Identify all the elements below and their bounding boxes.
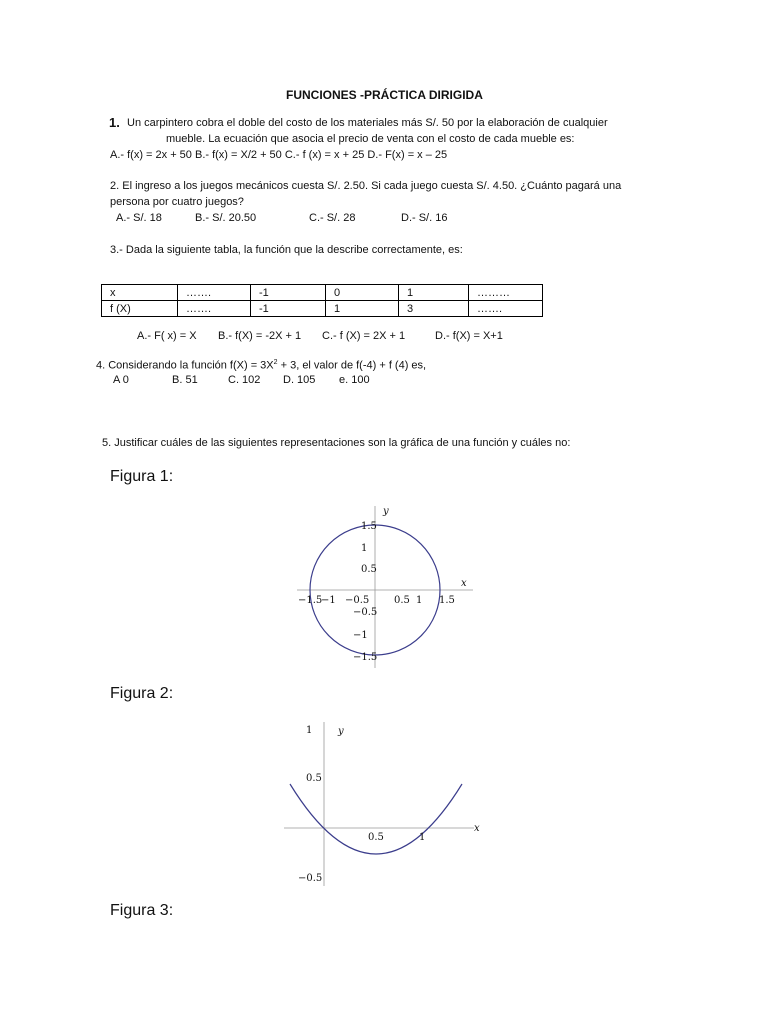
table-cell: f (X) <box>102 301 178 317</box>
q2-option-d: D.- S/. 16 <box>401 212 448 224</box>
y-axis-label: y <box>383 506 389 517</box>
figure-3-label: Figura 3: <box>110 902 174 919</box>
x-tick-label: −0.5 <box>345 595 370 606</box>
table-cell: ……. <box>178 285 251 301</box>
x-tick-label: 0.5 <box>368 832 384 843</box>
q4-text-before: 4. Considerando la función f(X) = 3X <box>96 359 274 372</box>
q5-text: 5. Justificar cuáles de las siguientes representaciones son la gráfica de una función y cuáles no: <box>102 437 571 449</box>
x-tick-label: −1.5 <box>298 595 323 606</box>
x-tick-label: 1.5 <box>439 595 455 606</box>
table-cell: x <box>102 285 178 301</box>
parabola-curve <box>290 784 462 854</box>
q4-text <box>96 359 426 372</box>
x-axis-label: x <box>474 823 480 834</box>
q2-option-a: A.- S/. 18 <box>116 212 162 224</box>
q4-text-after: + 3, el valor de f(-4) + f (4) es, <box>277 359 427 372</box>
q3-option-c: C.- f (X) = 2X + 1 <box>322 330 406 342</box>
table-cell: -1 <box>251 285 326 301</box>
figure-2-plot <box>280 718 490 890</box>
y-tick-label: 1 <box>361 543 368 554</box>
x-axis-label: x <box>461 578 467 589</box>
q2-text-line1: 2. El ingreso a los juegos mecánicos cuesta S/. 2.50. Si cada juego cuesta S/. 4.50. ¿Cuánto pagará una <box>110 180 622 192</box>
y-tick-label: −1 <box>353 630 368 641</box>
y-tick-label: 1.5 <box>361 521 377 532</box>
q4-option-c: C. 102 <box>228 374 261 386</box>
table-cell: 3 <box>399 301 469 317</box>
q3-option-d: D.- f(X) = X+1 <box>435 330 503 342</box>
table-cell: 1 <box>399 285 469 301</box>
y-tick-label: 0.5 <box>306 773 322 784</box>
q1-options: A.- f(x) = 2x + 50 B.- f(x) = X/2 + 50 C.- f (x) = x + 25 D.- F(x) = x – 25 <box>110 149 448 161</box>
table-cell: 1 <box>326 301 399 317</box>
q4-superscript: 2 <box>273 359 278 366</box>
q1-number: 1. <box>109 115 120 130</box>
page-title: FUNCIONES -PRÁCTICA DIRIGIDA <box>286 88 483 102</box>
q1-text-line2: mueble. La ecuación que asocia el precio de venta con el costo de cada mueble es: <box>166 133 575 145</box>
y-tick-label: −1.5 <box>353 652 378 663</box>
table-cell: -1 <box>251 301 326 317</box>
q4-option-b: B. 51 <box>172 374 198 386</box>
table-cell: ……. <box>469 301 543 317</box>
figure-1-plot <box>295 500 475 670</box>
table-row <box>102 285 543 301</box>
figure-2-label: Figura 2: <box>110 685 174 702</box>
q4-option-d: D. 105 <box>283 374 316 386</box>
figure-1-label: Figura 1: <box>110 468 174 485</box>
x-tick-label: 1 <box>416 595 423 606</box>
table-cell: 0 <box>326 285 399 301</box>
y-tick-label: −0.5 <box>298 873 323 884</box>
x-tick-label: −1 <box>321 595 336 606</box>
y-tick-label: 0.5 <box>361 564 377 575</box>
q2-option-b: B.- S/. 20.50 <box>195 212 257 224</box>
q2-option-c: C.- S/. 28 <box>309 212 356 224</box>
y-axis-label: y <box>338 726 344 737</box>
q4-option-a: A 0 <box>113 374 129 386</box>
table-cell: ……… <box>469 285 543 301</box>
table-row <box>102 301 543 317</box>
x-tick-label: 0.5 <box>394 595 410 606</box>
q3-option-a: A.- F( x) = X <box>137 330 197 342</box>
q3-option-b: B.- f(X) = -2X + 1 <box>218 330 302 342</box>
q2-text-line2: persona por cuatro juegos? <box>110 196 244 208</box>
values-table <box>101 284 543 317</box>
q1-text-line1: Un carpintero cobra el doble del costo de los materiales más S/. 50 por la elaboración de cualquier <box>127 117 608 129</box>
table-cell: ……. <box>178 301 251 317</box>
y-tick-label: 1 <box>306 725 313 736</box>
q3-text: 3.- Dada la siguiente tabla, la función que la describe correctamente, es: <box>110 244 463 256</box>
y-tick-label: −0.5 <box>353 607 378 618</box>
x-tick-label: 1 <box>419 832 426 843</box>
q4-option-e: e. 100 <box>339 374 370 386</box>
